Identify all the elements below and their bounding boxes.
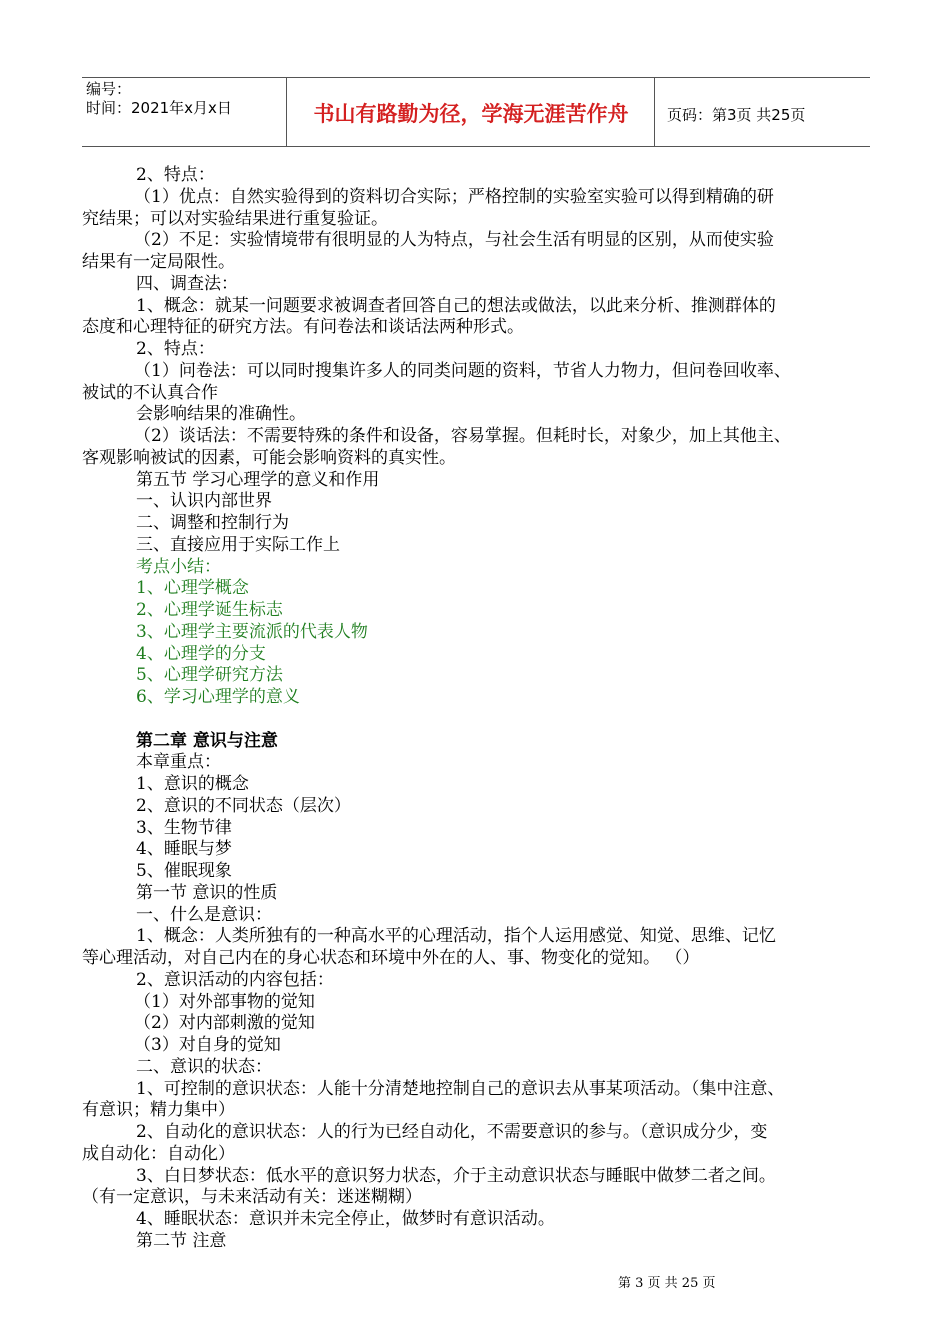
text-line: （2）谈话法：不需要特殊的条件和设备，容易掌握。但耗时长，对象少，加上其他主、 bbox=[134, 426, 791, 446]
text-line: 2、意识活动的内容包括： bbox=[136, 969, 334, 990]
text-line: 2、特点： bbox=[136, 339, 215, 359]
text-line: 本章重点： bbox=[136, 752, 221, 773]
text-line: 被试的不认真合作 bbox=[82, 382, 218, 403]
text-line: 2、特点： bbox=[136, 165, 215, 185]
text-line: 第五节 学习心理学的意义和作用 bbox=[136, 469, 380, 490]
text-line: 2、自动化的意识状态：人的行为已经自动化，不需要意识的参与。（意识成分少，变 bbox=[136, 1122, 768, 1142]
header-page-info: 页码：第3页 共25页 bbox=[667, 106, 806, 124]
text-line: 考点小结： bbox=[136, 556, 221, 577]
text-line: 6、学习心理学的意义 bbox=[136, 687, 300, 707]
text-line: （1）对外部事物的觉知 bbox=[134, 991, 315, 1012]
text-line: 二、调整和控制行为 bbox=[136, 513, 289, 533]
blank-line bbox=[82, 709, 872, 731]
text-line: 4、睡眠与梦 bbox=[136, 839, 232, 860]
text-line: 3、白日梦状态：低水平的意识努力状态，介于主动意识状态与睡眠中做梦二者之间。 bbox=[136, 1165, 776, 1186]
page-header bbox=[82, 77, 870, 147]
text-line: 三、直接应用于实际工作上 bbox=[136, 534, 340, 555]
text-line: 3、心理学主要流派的代表人物 bbox=[136, 621, 368, 642]
text-line: 1、概念：就某一问题要求被调查者回答自己的想法或做法，以此来分析、推测群体的 bbox=[136, 295, 776, 316]
text-line: （有一定意识，与未来活动有关：迷迷糊糊） bbox=[82, 1187, 422, 1208]
text-line: 4、心理学的分支 bbox=[136, 643, 266, 664]
text-line: 第一节 意识的性质 bbox=[136, 882, 278, 903]
text-line: （2）对内部刺激的觉知 bbox=[134, 1013, 315, 1034]
text-line: 4、睡眠状态：意识并未完全停止，做梦时有意识活动。 bbox=[136, 1209, 555, 1229]
text-line: 二、意识的状态： bbox=[136, 1056, 272, 1077]
header-time: 时间：2021年x月x日 bbox=[86, 99, 232, 117]
text-line: 客观影响被试的因素，可能会影响资料的真实性。 bbox=[82, 447, 456, 468]
text-line: 会影响结果的准确性。 bbox=[136, 404, 306, 425]
text-line: 四、调查法： bbox=[136, 273, 238, 294]
header-number: 编号： bbox=[86, 80, 132, 98]
text-line: 1、心理学概念 bbox=[136, 578, 249, 599]
text-line: 等心理活动，对自己内在的身心状态和环境中外在的人、事、物变化的觉知。 （） bbox=[82, 948, 700, 968]
text-line: 结果有一定局限性。 bbox=[82, 252, 235, 272]
header-meta bbox=[86, 80, 286, 118]
text-line: 成自动化：自动化） bbox=[82, 1143, 235, 1164]
text-line: （1）优点：自然实验得到的资料切合实际；严格控制的实验室实验可以得到精确的研 bbox=[134, 186, 774, 207]
page-footer: 第 3 页 共 25 页 bbox=[618, 1276, 716, 1291]
text-line: 5、心理学研究方法 bbox=[136, 665, 283, 686]
text-line: 第二章 意识与注意 bbox=[136, 730, 278, 751]
header-divider bbox=[654, 78, 655, 146]
document-body bbox=[82, 165, 872, 1253]
text-line: 态度和心理特征的研究方法。有问卷法和谈话法两种形式。 bbox=[82, 317, 524, 338]
header-motto: 书山有路勤为径，学海无涯苦作舟 bbox=[313, 102, 629, 126]
text-line: 2、心理学诞生标志 bbox=[136, 600, 283, 620]
text-line: 1、概念：人类所独有的一种高水平的心理活动，指个人运用感觉、知觉、思维、记忆 bbox=[136, 926, 776, 947]
text-line: 1、意识的概念 bbox=[136, 774, 249, 794]
header-divider bbox=[286, 78, 287, 146]
text-line: 5、催眠现象 bbox=[136, 861, 232, 881]
text-line: 一、认识内部世界 bbox=[136, 491, 272, 512]
text-line: 第二节 注意 bbox=[136, 1230, 227, 1251]
text-line: 有意识；精力集中） bbox=[82, 1100, 235, 1121]
text-line: （1）问卷法：可以同时搜集许多人的同类问题的资料，节省人力物力，但问卷回收率、 bbox=[134, 360, 791, 381]
text-line: （3）对自身的觉知 bbox=[134, 1035, 281, 1055]
text-line: 究结果；可以对实验结果进行重复验证。 bbox=[82, 208, 388, 229]
text-line: 一、什么是意识： bbox=[136, 904, 272, 925]
text-line: 1、可控制的意识状态：人能十分清楚地控制自己的意识去从事某项活动。（集中注意、 bbox=[136, 1078, 785, 1099]
text-line: （2）不足：实验情境带有很明显的人为特点，与社会生活有明显的区别，从而使实验 bbox=[134, 230, 774, 251]
text-line: 2、意识的不同状态（层次） bbox=[136, 795, 351, 816]
text-line: 3、生物节律 bbox=[136, 817, 232, 838]
